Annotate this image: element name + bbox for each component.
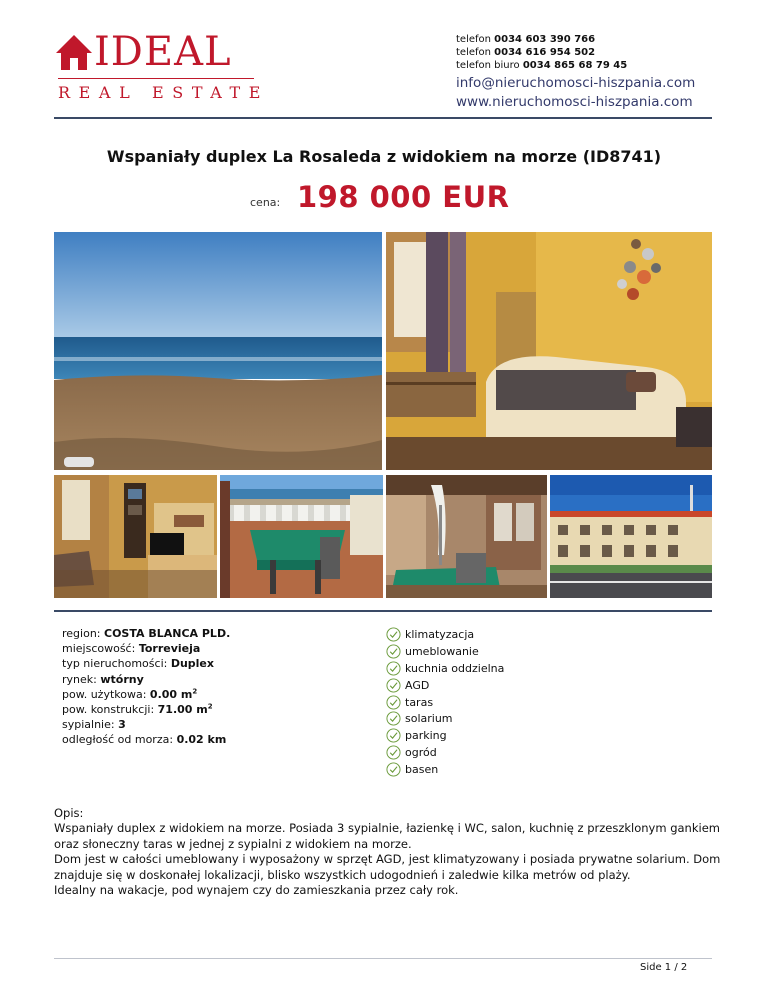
phone-line: telefon biuro 0034 865 68 79 45 (456, 60, 628, 71)
detail-usable-area: pow. użytkowa: 0.00 $m^2$ (62, 687, 198, 701)
logo-subtitle: REAL ESTATE (58, 83, 270, 102)
feature-item: AGD (386, 677, 504, 694)
website-link[interactable]: www.nieruchomosci-hiszpania.com (456, 94, 693, 110)
phone-number[interactable]: 0034 603 390 766 (494, 34, 596, 45)
feature-item: solarium (386, 710, 504, 727)
detail-market: rynek: wtórny (62, 672, 144, 686)
phone-number[interactable]: 0034 865 68 79 45 (522, 60, 628, 71)
check-circle-icon (386, 728, 401, 743)
contact-block (456, 33, 756, 112)
company-logo (54, 29, 270, 104)
check-circle-icon (386, 644, 401, 659)
feature-item: kuchnia oddzielna (386, 660, 504, 677)
description (54, 806, 724, 898)
check-circle-icon (386, 745, 401, 760)
phone-number[interactable]: 0034 616 954 502 (494, 47, 596, 58)
photos-divider (54, 610, 712, 612)
feature-list (386, 626, 504, 778)
check-circle-icon (386, 695, 401, 710)
check-circle-icon (386, 678, 401, 693)
logo-divider (58, 78, 254, 79)
feature-item: parking (386, 727, 504, 744)
detail-type: typ nieruchomości: Duplex (62, 657, 214, 671)
phone-line: telefon 0034 603 390 766 (456, 34, 596, 45)
feature-item: ogród (386, 744, 504, 761)
photo-sea-view[interactable] (54, 232, 382, 470)
photo-living-room[interactable] (386, 232, 712, 470)
property-details (62, 626, 230, 748)
footer-divider (54, 958, 712, 959)
description-paragraph: Dom jest w całości umeblowany i wyposażony w sprzęt AGD, jest klimatyzowany i posiada prywatne solarium. Dom znajduje się w doskonałej lokalizacji, blisko wszystkich udogodnień i zaledwie kilka metrów od plaży. (54, 852, 721, 882)
check-circle-icon (386, 762, 401, 777)
check-circle-icon (386, 661, 401, 676)
listing-title: Wspaniały duplex La Rosaleda z widokiem na morze (ID8741) (106, 147, 662, 166)
page-number: Side 1 / 2 (640, 962, 688, 973)
description-paragraph: Idealny na wakacje, pod wynajem czy do zamieszkania przez cały rok. (54, 883, 459, 898)
detail-bedrooms: sypialnie: 3 (62, 718, 126, 732)
check-circle-icon (386, 627, 401, 642)
photo-terrace-view[interactable] (220, 475, 383, 598)
house-icon (54, 32, 94, 72)
detail-town: miejscowość: Torrevieja (62, 642, 201, 656)
header-divider (54, 117, 712, 119)
description-paragraph: Wspaniały duplex z widokiem na morze. Posiada 3 sypialnie, łazienkę i WC, salon, kuchnię z przeszklonym gankiem oraz słoneczny taras w jednej z sypialni z widokiem na morze. (54, 821, 720, 851)
price-label: cena: (250, 196, 281, 209)
detail-sea-distance: odległość od morza: 0.02 km (62, 733, 227, 747)
feature-item: taras (386, 694, 504, 711)
price-value: 198 000 EUR (297, 180, 510, 214)
phone-line: telefon 0034 616 954 502 (456, 47, 596, 58)
detail-build-area: pow. konstrukcji: 71.00 $m^2$ (62, 702, 213, 717)
description-heading: Opis: (54, 806, 84, 820)
feature-item: basen (386, 761, 504, 778)
check-circle-icon (386, 711, 401, 726)
photo-building[interactable] (550, 475, 712, 598)
photo-tv-room[interactable] (54, 475, 217, 598)
detail-region: region: COSTA BLANCA PLD. (62, 627, 231, 640)
photo-terrace-table[interactable] (386, 475, 547, 598)
feature-item: umeblowanie (386, 643, 504, 660)
email-link[interactable]: info@nieruchomosci-hiszpania.com (456, 75, 696, 91)
feature-item: klimatyzacja (386, 626, 504, 643)
logo-wordmark: IDEAL (94, 29, 232, 75)
